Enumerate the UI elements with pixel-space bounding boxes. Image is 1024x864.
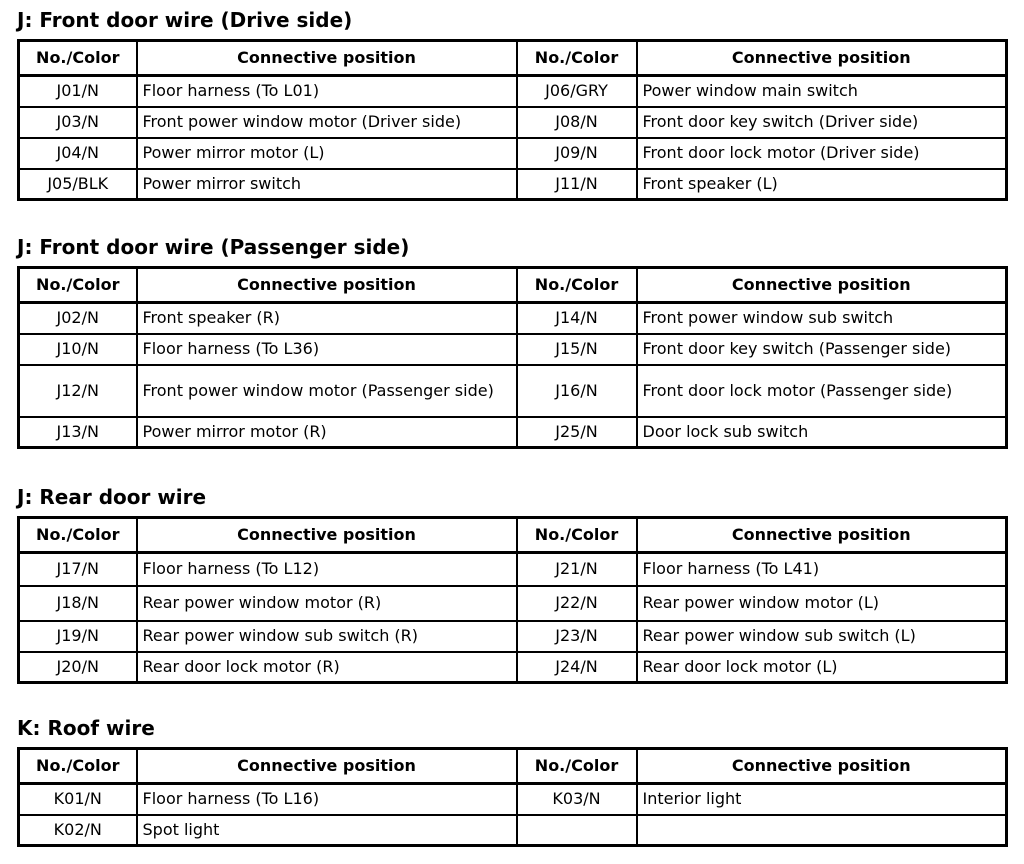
section-front-door-drive [17,8,1005,208]
connector-code: J09/N [517,138,637,169]
connector-position: Floor harness (To L41) [637,553,1007,586]
table-row [19,107,1007,138]
connector-position: Power mirror motor (R) [137,417,517,448]
connector-code: K01/N [19,784,137,815]
connector-position: Rear door lock motor (R) [137,652,517,683]
connector-code: J06/GRY [517,76,637,107]
header-position: Connective position [637,518,1007,553]
connector-position: Rear power window sub switch (R) [137,621,517,652]
header-position: Connective position [137,268,517,303]
connector-position: Interior light [637,784,1007,815]
table-row [19,815,1007,846]
table-row [19,303,1007,334]
connector-position: Front power window motor (Driver side) [137,107,517,138]
connector-position: Front power window motor (Passenger side) [137,365,517,417]
connector-code: J23/N [517,621,637,652]
table-row [19,652,1007,683]
section-roof-wire [17,716,1005,856]
section-rear-door [17,485,1005,690]
section-title: K: Roof wire [17,716,155,740]
header-no-color: No./Color [19,268,137,303]
connector-position: Rear power window motor (L) [637,586,1007,621]
connector-code: J03/N [19,107,137,138]
header-no-color: No./Color [19,749,137,784]
connector-position [637,815,1007,846]
connector-position: Front speaker (R) [137,303,517,334]
connector-position: Floor harness (To L16) [137,784,517,815]
header-no-color: No./Color [19,41,137,76]
header-no-color: No./Color [19,518,137,553]
header-position: Connective position [137,518,517,553]
connector-code: K03/N [517,784,637,815]
table-row [19,417,1007,448]
header-no-color: No./Color [517,518,637,553]
header-no-color: No./Color [517,41,637,76]
header-position: Connective position [137,41,517,76]
connector-table [17,266,1008,449]
connector-code: J24/N [517,652,637,683]
connector-position: Rear power window sub switch (L) [637,621,1007,652]
connector-code: K02/N [19,815,137,846]
table-row [19,621,1007,652]
table-row [19,553,1007,586]
table-row [19,784,1007,815]
header-no-color: No./Color [517,749,637,784]
connector-code: J18/N [19,586,137,621]
table-header-row [19,268,1007,303]
connector-position: Door lock sub switch [637,417,1007,448]
connector-table [17,516,1008,684]
table-row [19,169,1007,200]
connector-code: J10/N [19,334,137,365]
section-title: J: Front door wire (Drive side) [17,8,353,32]
table-header-row [19,749,1007,784]
connector-position: Floor harness (To L36) [137,334,517,365]
connector-code: J11/N [517,169,637,200]
connector-code: J02/N [19,303,137,334]
connector-table [17,747,1008,847]
connector-code: J17/N [19,553,137,586]
table-row [19,76,1007,107]
header-position: Connective position [137,749,517,784]
connector-position: Front power window sub switch [637,303,1007,334]
header-position: Connective position [637,749,1007,784]
table-row [19,365,1007,417]
table-row [19,586,1007,621]
header-no-color: No./Color [517,268,637,303]
section-front-door-passenger [17,235,1005,455]
connector-position: Front door lock motor (Passenger side) [637,365,1007,417]
connector-code: J20/N [19,652,137,683]
connector-code: J05/BLK [19,169,137,200]
section-title: J: Rear door wire [17,485,207,509]
connector-code: J15/N [517,334,637,365]
table-header-row [19,518,1007,553]
connector-code [517,815,637,846]
connector-code: J25/N [517,417,637,448]
connector-code: J22/N [517,586,637,621]
table-row [19,138,1007,169]
connector-position: Rear power window motor (R) [137,586,517,621]
connector-position: Power mirror motor (L) [137,138,517,169]
connector-position: Front door key switch (Passenger side) [637,334,1007,365]
connector-position: Front door key switch (Driver side) [637,107,1007,138]
connector-position: Power mirror switch [137,169,517,200]
header-position: Connective position [637,268,1007,303]
header-position: Connective position [637,41,1007,76]
connector-code: J12/N [19,365,137,417]
connector-code: J14/N [517,303,637,334]
section-title: J: Front door wire (Passenger side) [17,235,410,259]
connector-code: J08/N [517,107,637,138]
connector-position: Front speaker (L) [637,169,1007,200]
connector-position: Spot light [137,815,517,846]
connector-position: Power window main switch [637,76,1007,107]
connector-code: J04/N [19,138,137,169]
connector-code: J21/N [517,553,637,586]
connector-position: Floor harness (To L12) [137,553,517,586]
table-header-row [19,41,1007,76]
connector-position: Front door lock motor (Driver side) [637,138,1007,169]
connector-code: J13/N [19,417,137,448]
connector-position: Floor harness (To L01) [137,76,517,107]
connector-code: J19/N [19,621,137,652]
table-row [19,334,1007,365]
connector-table [17,39,1008,201]
connector-position: Rear door lock motor (L) [637,652,1007,683]
connector-code: J16/N [517,365,637,417]
connector-code: J01/N [19,76,137,107]
